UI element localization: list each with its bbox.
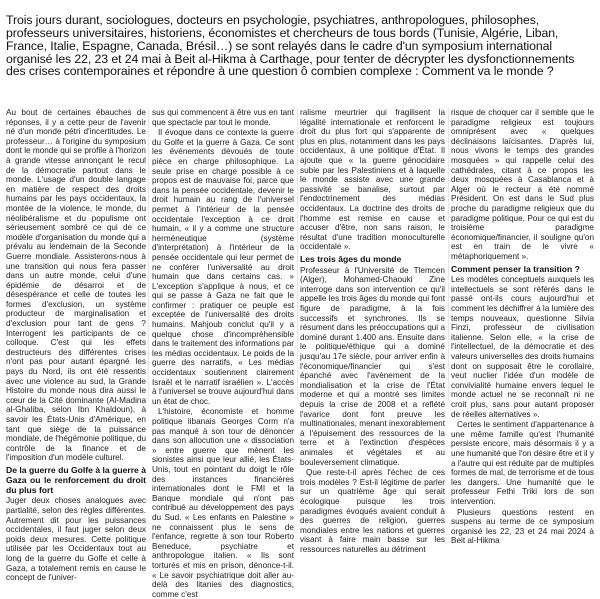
paragraph: sus qui commencent à être vus en tant que spectacle par tout le monde. — [152, 108, 294, 127]
paragraph: Les modèles conceptuels auxquels les intellectuels se sont référés dans le passé ont-ils cours aujourd'hui et comment les déchiffrer à la lumière des temps nouveaux, questionne Silvia Finzi, professeur de civilisation italienne. Selon elle, « la crise de l'intellectuel, de la démocratie et des valeurs universelles des droits humains dont on supposait être le corollaire, veut nuclier l'idée d'un modèle de convivialité humaine envers lequel le monde actuel ne se reconnaît ni ne croit plus, sans pour autant proposer de réelles alternatives ». — [451, 275, 594, 419]
paragraph: risque de choquer car il semble que le paradigme religieux est toujours omniprésent avec « quelques déclinaisons laïcisantes. D'après lui, nous vivons le temps des grandes mosquées » qui rappelle celui des cathédrales, citant à ce propos les deux mosquées à Casablanca et à Alger où le recteur a été nommé Président. On est dans le Sud plus proche du paradigme religieux que du paradigme politique. Pour ce qui est du troisième paradigme économique/financier, il souligne qu'on est en train de le vivre « métaphoriquement ». — [451, 108, 594, 261]
article-lead: Trois jours durant, sociologues, docteurs en psychologie, psychiatres, anthropologues, philosophes, professeurs universitaires, historiens, économistes et chercheurs de tous bords (Tunisie, Algérie, Liban, France, Italie, Espagne, Canada, Brésil…) se sont relayés dans le cadre d'un symposium international organisé les 22, 23 et 24 mai à Beit al-Hikma à Carthage, pour tenter de décrypter les dysfonctionnements des crises contemporaines et répondre à une question ô combien complexe : Comment va le monde ? — [6, 13, 575, 79]
paragraph: Certes le sentiment d'appartenance à une même famille qu'est l'humanité persiste encore, mais désormais il y a une humanité que l'on désire être et il y a l'autre qui est réduite par de multiples formes de mal, de terrorisme et de tous les dangers. Une humanité que le professeur Fethi Triki lors de son intervention. — [451, 420, 594, 506]
section-heading: Comment penser la transition ? — [451, 263, 580, 274]
paragraph: Il évoque dans ce contexte la guerre du Golfe et la guerre à Gaza. Ce sont les événements dévoués de toute pièce en charge philosophique. La seule prise en charge possible à ce propos est de mauvaise foi, parce que dans la pensée occidentale, devenir le droit humain au rang de l'universel permet à l'intérieur de la pensée occidentale l'exception à ce droit humain, « il y a comme une structure herméneutique (système d'interprétation) à l'intérieur de la pensée occidentale qui leur permet de ne conférer l'universalité au droit humain que dans certains cas. » L'exception s'applique à nous, et ce qui se passe à Gaza ne fait que le confirmer : pratiquer ce peuple est exceptée de l'universalité des droits humains. Mahjoub conclut qu'il y a quelque chose d'incompréhensible dans le traitement des informations par les médias occidentaux. Le poids de la guerre des narratifs, « Les médias occidentaux soutiennent clairement Israël et le narratif israélien ». L'accès à l'universel se trouve aujourd'hui dans un état de choc. — [152, 128, 294, 406]
paragraph: ralisme meurtrier qui fragilisent la légalité internationale et renforcent le droit du plus fort qui s'apparente de plus en plus, notamment dans les pays occidentaux, à une politique d'État. Il ajoute que « la guerre génocidaire subie par les Palestiniens et à laquelle le monde assiste avec une grande passivité se banalise, surtout par l'endoctrinement des médias occidentaux. La doctrine des droits de l'homme est remise en cause et accuser d'être, non sans raison, le résultat d'une tradition monoculturelle occidentale ». — [300, 108, 445, 252]
section-heading: Les trois âges du monde — [300, 253, 402, 264]
column-divider — [448, 108, 449, 400]
column-divider — [297, 108, 298, 400]
article-column-3 — [300, 108, 445, 554]
section-heading: De la guerre du Golfe à la guerre à Gaza ou le renforcement du droit du plus fort — [6, 464, 146, 495]
article-column-4 — [451, 108, 594, 546]
paragraph: Juger deux choses analogues avec partialité, selon des règles différentes. Autrement dit pour les puissances occidentales, il faut juger selon deux poids deux mesures. Cette politique utilisée par les Occidentaux tout au long de la guerre du Golfe et celle à Gaza, a totalement remis en cause le concept de l'univer- — [6, 496, 146, 583]
paragraph: Au bout de certaines ébauches de réponses, il y a cette peur de l'avenir né d'un monde pétri d'incertitudes. Le professeur… à l'origine du symposium dont le monde qui se profile à l'horizon à grande vitesse annonçant le recul de la démocratie partout dans le monde. L'usage d'un double langage en matière de respect des droits humains par les pays occidentaux, la montée de la violence, le monde, du néolibéralisme et du populisme ont sérieusement sombré ce qui de ce modèle d'organisation du monde qui a prévalu au lendemain de la Seconde Guerre mondiale. Assisterons-nous à une transition qui nous fera passer dans un autre monde, celui d'une épidémie de désarroi et de désespérance et celle de toutes les formes d'exclusion, un système producteur de marginalisation et d'exclusion pour tant de gens ? Interrogent les participants de ce colloque. C'est qui les effets destructeurs des différentes crises n'ont pas pour autant épargné les pays du Nord, ils ont été ressentis avec une violence au sud, la Grande Histoire du monde nous dira aussi le cœur de la Cité dominante (Al-Madina al-Ghaliba, selon Ibn Khaldoun), à savoir les États-Unis d'Amérique, en tant que siège de la puissance mondiale, de l'hégémonie politique, du contrôle de la finance et de l'imposition d'un modèle culturel. — [6, 108, 146, 463]
article-column-2 — [152, 108, 294, 599]
article-column-1 — [6, 108, 146, 583]
paragraph: L'histoire, économiste et homme politique libanais Georges Corm n'a pas manqué à son tour de dénoncer dans son allocution une « dissociation » entre guerre que mènent les sionistes ainsi que leur allié, les États-Unis, tout en pointant du doigt le rôle des instances financières internationales dont le FMI et la Banque mondiale qui n'ont pas contribué au développement des pays du Sud. « Les enfants en Palestine » ne connaissent plus le sens de l'enfance, regrette à son tour Roberto Beneduce, psychiatre et anthropologue italien. « Ils sont torturés et mis en prison, dénonce-t-il. « Le savoir psychiatrique doit aller au-delà des litanies des diagnostics, comme c'est — [152, 407, 294, 599]
paragraph: Professeur à l'Université de Tlemcen (Alger), Mohamed-Chaouki Zine interroge dans son intervention ce qu'il appelle les trois âges du monde qui font figure de paradigme, à la fois successifs et synchrones. Ils se résument dans les préoccupations qui a dominé durant 1.400 ans. Ensuite dans le politique/éthique qui a dominé jusqu'au 17e siècle, pour arriver enfin à l'économique/financier qui s'est épanché avec l'avènement de la mondialisation et la crise de l'État moderne et qui a montré ses limites depuis la crise de 2008 et a reflété l'avarice dont font preuve les multinationales, menant inexorablement à l'épuisement des ressources de la terre et à l'extinction d'espèces animales et végétales et au bouleversement climatique. — [300, 265, 445, 467]
paragraph: Que reste-t-il après l'échec de ces trois modèles ? Est-il légitime de parler sur un quatrième âge qui serait écologique puisque les trois paradigmes évoqués avaient conduit à des guerres de religion, guerres mondiales entre les nations et guerres visant à faire main basse sur les ressources naturelles au détriment — [300, 468, 445, 554]
paragraph: Plusieurs questions restent en suspens au terme de ce symposium organisé les 22, 23 et 24 mai 2024 à Beit al-Hikma — [451, 507, 594, 546]
column-divider — [148, 108, 149, 400]
